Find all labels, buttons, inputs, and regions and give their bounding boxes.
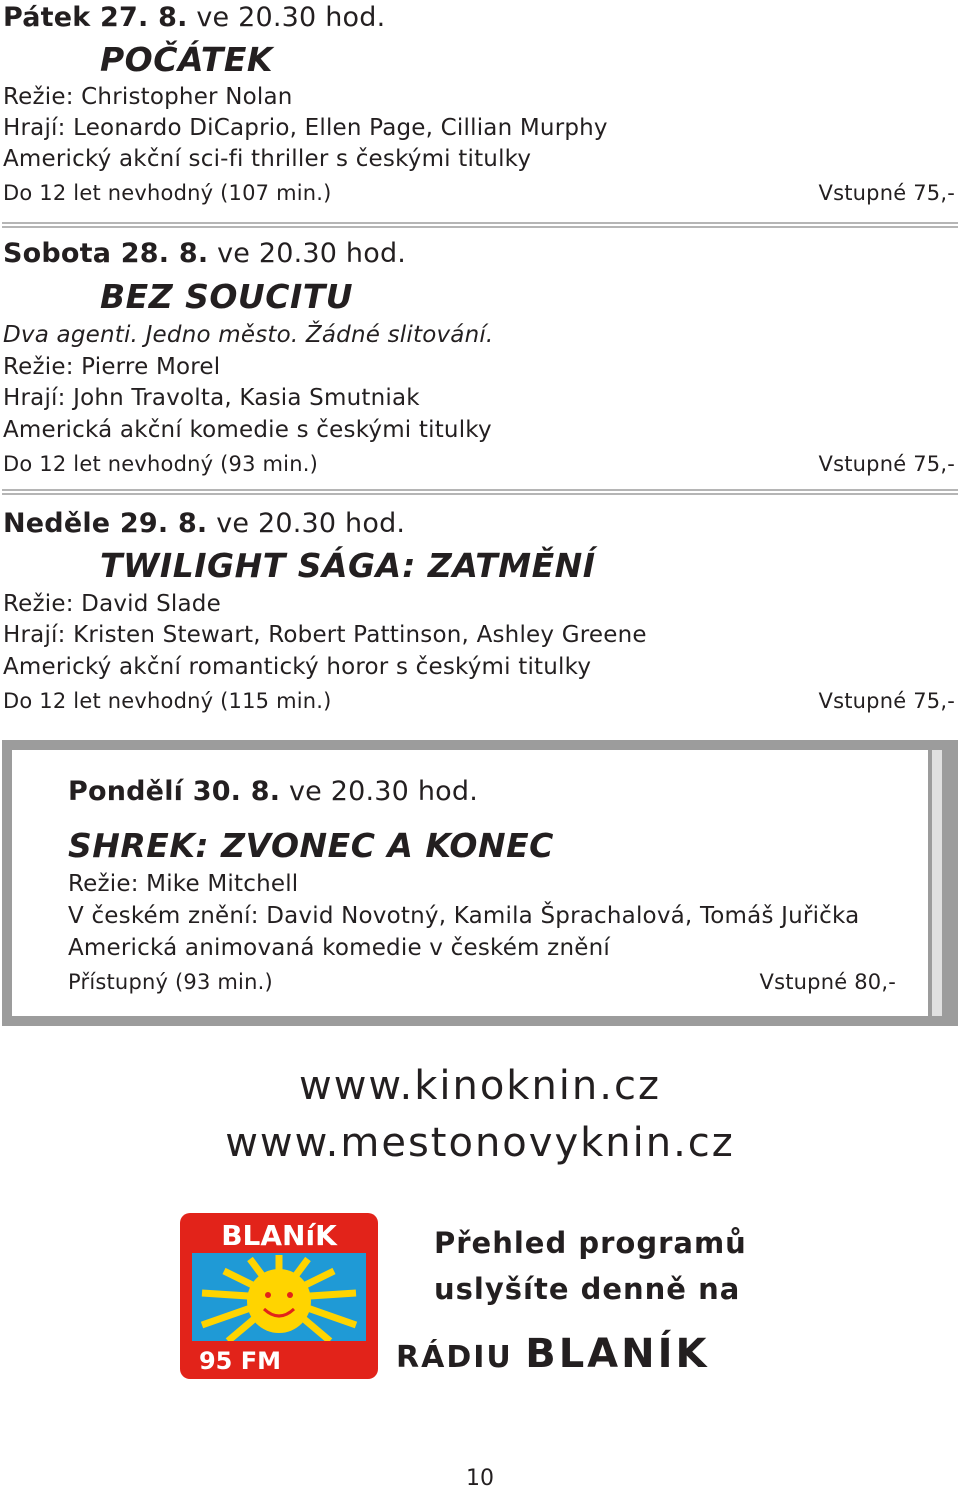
box-stripe (932, 750, 942, 1016)
screening-4-cast: V českém znění: David Novotný, Kamila Šprachalová, Tomáš Juřička (68, 903, 860, 929)
logo-frequency: 95 FM (198, 1347, 282, 1375)
screening-1-date: Pátek 27. 8. ve 20.30 hod. (3, 2, 386, 33)
screening-1-title: POČÁTEK (100, 40, 273, 79)
screening-2-rating: Do 12 let nevhodný (93 min.) (3, 452, 318, 476)
screening-3-director: Režie: David Slade (3, 591, 221, 617)
radio-promo-station: RÁDIU BLANÍK (396, 1331, 710, 1377)
screening-4-date: Pondělí 30. 8. ve 20.30 hod. (68, 776, 478, 807)
page-number: 10 (466, 1466, 494, 1491)
screening-1-price: Vstupné 75,- (818, 181, 955, 205)
kino-website-link[interactable]: www.kinoknin.cz (299, 1063, 661, 1109)
screening-1-genre: Americký akční sci-fi thriller s českými titulky (3, 146, 532, 172)
screening-3-price: Vstupné 75,- (818, 689, 955, 713)
logo-name: BLANíK (221, 1219, 337, 1252)
screening-4-genre: Americká animovaná komedie v českém znění (68, 935, 610, 961)
town-website-link[interactable]: www.mestonovyknin.cz (225, 1120, 735, 1166)
screening-2-director: Režie: Pierre Morel (3, 354, 221, 380)
screening-4-title: SHREK: ZVONEC A KONEC (68, 826, 554, 865)
screening-2-cast: Hrají: John Travolta, Kasia Smutniak (3, 385, 420, 411)
screening-2-genre: Americká akční komedie s českými titulky (3, 417, 492, 443)
divider (2, 489, 958, 495)
screening-2-tagline: Dva agenti. Jedno město. Žádné slitování. (3, 322, 494, 348)
screening-3-date: Neděle 29. 8. ve 20.30 hod. (3, 508, 406, 539)
screening-4-rating: Přístupný (93 min.) (68, 970, 273, 994)
screening-4-price: Vstupné 80,- (759, 970, 896, 994)
radio-blanik-logo (180, 1213, 378, 1379)
divider (2, 222, 958, 228)
screening-3-title: TWILIGHT SÁGA: ZATMĚNÍ (100, 546, 596, 585)
radio-promo-line1: Přehled programů (434, 1226, 747, 1260)
screening-2-date: Sobota 28. 8. ve 20.30 hod. (3, 238, 407, 269)
radio-promo-line2: uslyšíte denně na (434, 1272, 741, 1306)
screening-1-cast: Hrají: Leonardo DiCaprio, Ellen Page, Cillian Murphy (3, 115, 608, 141)
screening-1-rating: Do 12 let nevhodný (107 min.) (3, 181, 332, 205)
screening-3-genre: Americký akční romantický horor s českými titulky (3, 654, 592, 680)
screening-2-title: BEZ SOUCITU (100, 277, 354, 316)
screening-4-director: Režie: Mike Mitchell (68, 871, 299, 897)
screening-3-cast: Hrají: Kristen Stewart, Robert Pattinson, Ashley Greene (3, 622, 647, 648)
screening-3-rating: Do 12 let nevhodný (115 min.) (3, 689, 332, 713)
screening-1-director: Režie: Christopher Nolan (3, 84, 293, 110)
screening-2-price: Vstupné 75,- (818, 452, 955, 476)
